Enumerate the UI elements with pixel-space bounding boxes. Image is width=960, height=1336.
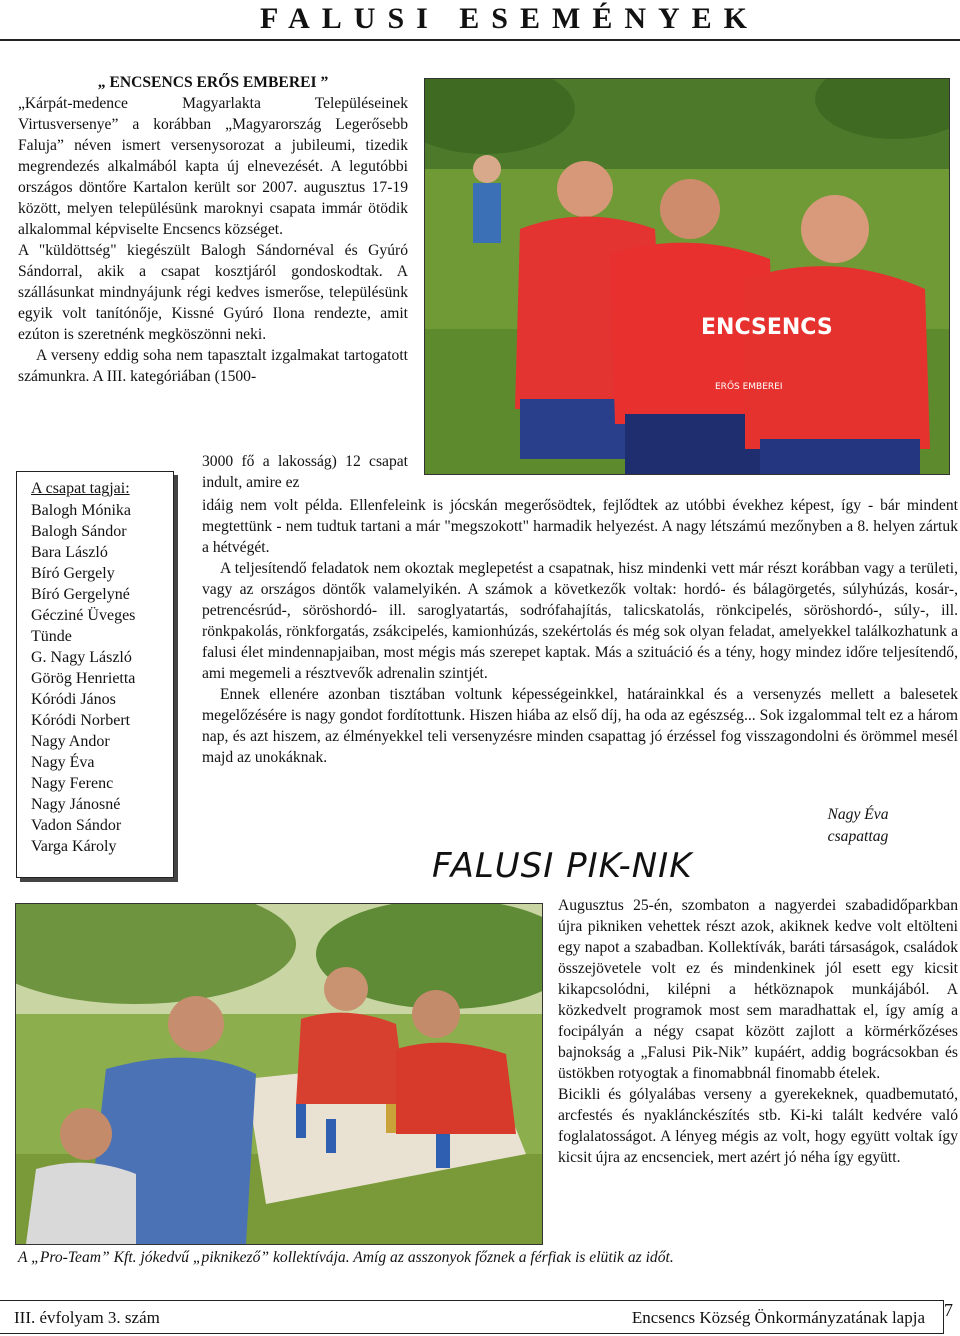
article1-signature bbox=[800, 804, 916, 848]
team-member-list bbox=[31, 500, 163, 857]
team-member: Varga Károly bbox=[31, 838, 117, 855]
team-member: Tünde bbox=[31, 628, 72, 645]
strongmen-photo-illustration bbox=[425, 79, 949, 474]
team-member: Balogh Mónika bbox=[31, 502, 131, 519]
header-rule bbox=[0, 39, 960, 41]
picnic-photo-illustration bbox=[16, 904, 542, 1244]
team-member: Bíró Gergelyné bbox=[31, 586, 130, 603]
team-member: Balogh Sándor bbox=[31, 523, 127, 540]
picnic-photo-caption: A „Pro-Team” Kft. jókedvű „piknikező” kollektívája. Amíg az asszonyok főznek a férfiak is elütik az időt. bbox=[18, 1249, 674, 1266]
footer-issue: III. évfolyam 3. szám bbox=[14, 1308, 160, 1327]
team-member: Kóródi Norbert bbox=[31, 712, 131, 729]
article1-title: „ ENCSENCS ERŐS EMBEREI ” bbox=[97, 74, 329, 91]
team-member: Görög Henrietta bbox=[31, 670, 136, 687]
team-member: G. Nagy László bbox=[31, 649, 132, 666]
article1-para1: „Kárpát-medence Magyarlakta Településeinek Virtusversenye” a korábban „Magyarország Legerősebb Faluja” néven ismert versenysorozat a jubileumi, tizedik megrendezés alkalmából kapta új elnevezését. A legutóbbi országos döntőre Kartalon került sor 2007. augusztus 17-19 között, melyen településünk maroknyi csapata immár ötödik alkalommal képviselte Encsencs községet. bbox=[18, 95, 408, 238]
article1-left-column bbox=[18, 72, 408, 387]
article1-para3c: idáig nem volt példa. Ellenfeleink is jócskán megerősödtek, fejlődtek az utóbbi évekhez képest, így - bár mindent megtettünk - nem tudtuk tartani a már "megszokott" harmadik helyezést. A nagy létszámú mezőnyben a 8. helyen zártuk a hétvégét. bbox=[202, 497, 958, 556]
team-member: Nagy Jánosné bbox=[31, 796, 121, 813]
signature-role: csapattag bbox=[827, 828, 889, 845]
team-member: Gécziné Üveges bbox=[31, 607, 136, 624]
signature-name: Nagy Éva bbox=[827, 806, 889, 823]
team-member: Vadon Sándor bbox=[31, 817, 122, 834]
team-member: Nagy Andor bbox=[31, 733, 110, 750]
article1-para2: A "küldöttség" kiegészült Balogh Sándornéval és Gyúró Sándorral, akik a csapat kosztjáról gondoskodtak. A szállásunkat mindnyájunk régi kedves ismerőse, településünk egyik volt tanítónője, Kissné Gyúró Ilona rendezte, amit ezúton is szeretnénk megköszönni neki. bbox=[18, 242, 408, 343]
team-heading: A csapat tagjai: bbox=[31, 480, 130, 497]
article1-right-column bbox=[202, 495, 958, 768]
team-member: Nagy Ferenc bbox=[31, 775, 114, 792]
article1-para4: A teljesítendő feladatok nem okoztak meglepetést a csapatnak, hisz mindenki vett már részt korábban vagy a területi, vagy az országos döntők valamelyikén. A számok a következők voltak: hordó- és bálagörgetés, súlyhúzás, kosár-, petrencésrúd-, söröshordó- ill. saroglyatartás, sodrófahajítás, talicskatolás, rönkcipelés, söröshordó-, súly-, ill. rönkpakolás, rönkforgatás, zsákcipelés, kamionhúzás, szekértolás és még sok olyan feladat, amelyekkel találkozhatunk a falusi élet mindennapjaiban, most mégis más szerepet kaptak. Más a szituáció és a tény, hogy mindez időre teljesítendő, ami megemeli a résztvevők adrenalin szintjét. bbox=[202, 560, 958, 682]
shirt-print-text: ENCSENCS bbox=[701, 315, 833, 340]
page-footer bbox=[0, 1300, 944, 1334]
photo-picnic-card-players bbox=[15, 903, 543, 1245]
photo-encsencs-strongmen bbox=[424, 78, 950, 475]
article1-para5: Ennek ellenére azonban tisztában voltunk képességeinkkel, határainkkal és a versenyzés mellett a balesetek megelőzésére is nagy gondot fordítottunk. Hiszen hiába az első díj, ha oda az egészség... Sok izgalommal telt ez a három nap, és azt hiszem, az élményekkel teli versenyzésre minden csapattag jó érzéssel fog visszagondolni és örömmel mesél majd az unokáknak. bbox=[202, 686, 958, 766]
page-number: 7 bbox=[944, 1300, 953, 1320]
team-member: Kóródi János bbox=[31, 691, 116, 708]
article1-para3b: 3000 fő a lakosság) 12 csapat indult, amire ez bbox=[202, 453, 408, 491]
team-members-box bbox=[16, 471, 174, 878]
team-member: Nagy Éva bbox=[31, 754, 95, 771]
page-section-title: FALUSI ESEMÉNYEK bbox=[260, 2, 760, 35]
article2-column bbox=[558, 895, 958, 1168]
footer-publication: Encsencs Község Önkormányzatának lapja bbox=[631, 1308, 925, 1327]
shirt-print-subtext: ERŐS EMBEREI bbox=[715, 382, 783, 392]
article2-para2: Bicikli és gólyalábas verseny a gyerekeknek, quadbemutató, arcfestés és nyaklánckészítés stb. Ki-ki talált kedvére való foglalatosságot. A lényeg mégis az volt, hogy együtt voltak így kicsit újra az encsenciek, mert azért jó néha így együtt. bbox=[558, 1086, 958, 1166]
article1-para3a: A verseny eddig soha nem tapasztalt izgalmakat tartogatott számunkra. A III. kategóriában (1500- bbox=[18, 347, 408, 385]
team-member: Bíró Gergely bbox=[31, 565, 115, 582]
team-member: Bara László bbox=[31, 544, 108, 561]
article2-para1: Augusztus 25-én, szombaton a nagyerdei szabadidőparkban újra pikniken vehettek részt azok, akiknek kedve volt eltölteni egy napot a szabadban. Kollektívák, baráti társaságok, családok összejövetele volt ez és mindenkinek jól esett egy kicsit kikapcsolódni, kilépni a hétköznapok munkájából. A közkedvelt programok most sem maradhattak el, így amíg a focipályán a négy csapat között zajlott a körmérkőzéses bajnokság a „Falusi Pik-Nik” kupáért, addig bográcsokban és üstökben rotyogtak a finomabbnál finomabb ételek. bbox=[558, 897, 958, 1082]
article2-title: FALUSI PIK-NIK bbox=[432, 846, 693, 886]
